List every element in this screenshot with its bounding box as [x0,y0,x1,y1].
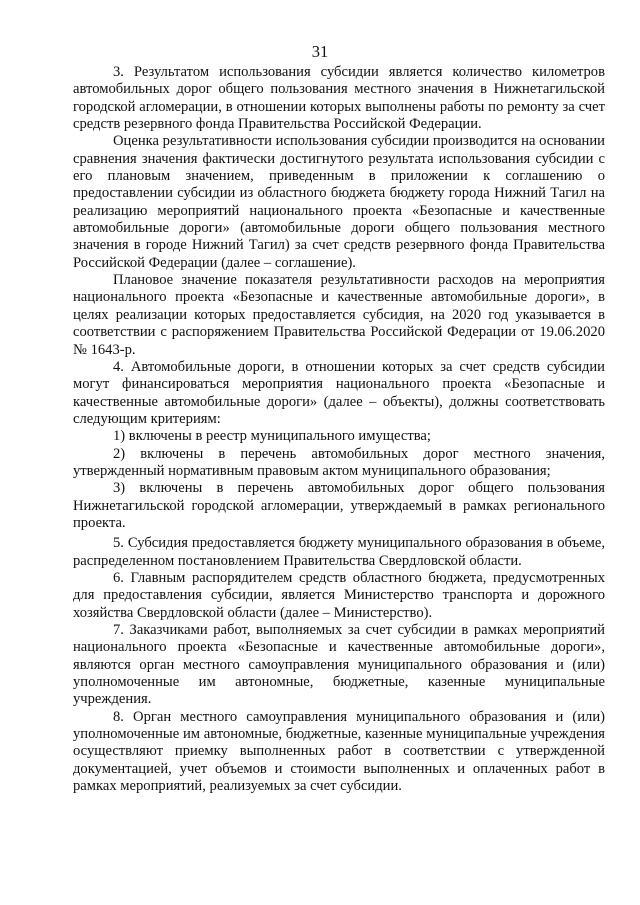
page-number: 31 [311,42,329,61]
criteria-item-2: 2) включены в перечень автомобильных дорог местного значения, утвержденный нормативным правовым актом муниципального образования; [73,445,605,479]
paragraph-acceptance: 8. Орган местного самоуправления муниципального образования и (или) уполномоченные им автономные, бюджетные, казенные муниципальные учреждения осуществляют приемку выполненных работ в соответствии с утвержденной документацией, учет объемов и стоимости выполненных и оплаченных работ в рамках мероприятий, реализуемых за счет субсидии. [73,708,605,795]
criteria-item-1: 1) включены в реестр муниципального имущества; [113,428,431,445]
paragraph-result-indicator: 3. Результатом использования субсидии является количество километров автомобильных дорог общего пользования местного значения в Нижнетагильской городской агломерации, в отношении которых выполнены работы по ремонту за счет средств резервного фонда Правительства Российской Федерации. [73,64,605,133]
document-body [73,64,605,795]
criteria-item-3: 3) включены в перечень автомобильных дорог общего пользования Нижнетагильской городской агломерации, утверждаемый в рамках регионального проекта. [73,480,605,531]
paragraph-road-criteria: 4. Автомобильные дороги, в отношении которых за счет средств субсидии могут финансироваться мероприятия национального проекта «Безопасные и качественные автомобильные дороги» (далее – объекты), должны соответствовать следующим критериям: [73,358,605,427]
paragraph-main-manager: 6. Главным распорядителем средств областного бюджета, предусмотренных для предоставления субсидии, является Министерство транспорта и дорожного хозяйства Свердловской области (далее – Министерство). [73,569,605,621]
paragraph-assessment: Оценка результативности использования субсидии производится на основании сравнения значения фактически достигнутого результата использования субсидии с его плановым значением, приведенным в приложении к соглашению о предоставлении субсидии из областного бюджета бюджету города Нижний Тагил на реализацию мероприятий национального проекта «Безопасные и качественные автомобильные дороги» (автомобильные дороги общего пользования местного значения в городе Нижний Тагил) за счет средств резервного фонда Правительства Российской Федерации (далее – соглашение). [73,133,605,271]
paragraph-planned-value: Плановое значение показателя результативности расходов на мероприятия национального проекта «Безопасные и качественные автомобильные дороги», в целях реализации которых предоставляется субсидия, на 2020 год указывается в соответствии с распоряжением Правительства Российской Федерации от 19.06.2020 № 1643-р. [73,272,605,358]
paragraph-customers: 7. Заказчиками работ, выполняемых за счет субсидии в рамках мероприятий национального проекта «Безопасные и качественные автомобильные дороги», являются орган местного самоуправления муниципального образования и (или) уполномоченные им автономные, бюджетные, казенные муниципальные учреждения. [73,622,605,708]
paragraph-subsidy-volume: 5. Субсидия предоставляется бюджету муниципального образования в объеме, распределенном постановлением Правительства Свердловской области. [73,535,605,569]
